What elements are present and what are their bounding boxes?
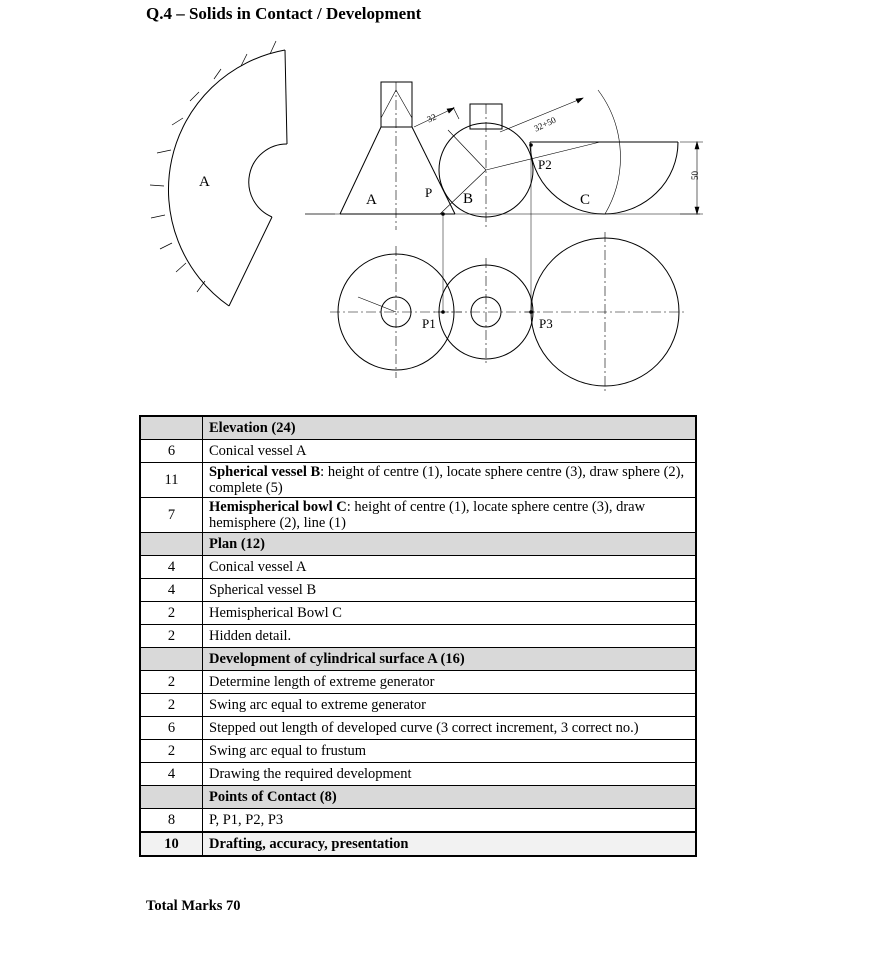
mark-cell: 11: [140, 463, 203, 498]
mark-cell: 2: [140, 694, 203, 717]
sphere-b-elevation: [439, 104, 600, 230]
technical-drawing: [0, 0, 892, 400]
bowl-c-elevation: [530, 90, 678, 214]
table-row: [140, 556, 696, 579]
label-dim-32: 32: [425, 111, 438, 125]
section-mark-cell: [140, 786, 203, 809]
table-row: [140, 717, 696, 740]
criterion-cell: Hemispherical Bowl C: [203, 602, 697, 625]
section-header-row: [140, 648, 696, 671]
label-bowl-c: C: [580, 192, 591, 208]
criterion-cell: Determine length of extreme generator: [203, 671, 697, 694]
development-sector: [150, 41, 287, 306]
section-mark-cell: [140, 648, 203, 671]
contact-point-p1-marker: [441, 310, 445, 314]
criterion-bold: Hemispherical bowl C: [209, 499, 347, 515]
mark-cell: 8: [140, 809, 203, 833]
total-marks: Total Marks 70: [146, 898, 241, 914]
table-row: [140, 763, 696, 786]
question-title: Q.4 – Solids in Contact / Development: [146, 4, 422, 23]
mark-cell: 7: [140, 498, 203, 533]
final-mark-cell: 10: [140, 832, 203, 856]
table-row: [140, 740, 696, 763]
label-point-p3: P3: [539, 316, 553, 331]
criterion-text: : height of centre (1), locate sphere centre (3), draw sphere (2), complete (5): [209, 464, 685, 496]
criterion-cell: [203, 463, 697, 498]
section-header-row: [140, 786, 696, 809]
table-row: [140, 440, 696, 463]
criterion-cell: [203, 440, 697, 463]
mark-cell: 2: [140, 602, 203, 625]
label-cone-a: A: [366, 192, 377, 208]
criterion-cell: Drawing the required development: [203, 763, 697, 786]
label-dim-50: 50: [690, 171, 700, 180]
criterion-text: : height of centre (1), locate sphere centre (3), draw hemisphere (2), line (1): [209, 499, 646, 531]
mark-cell: 4: [140, 763, 203, 786]
section-mark-cell: [140, 533, 203, 556]
label-dim-32-50: 32+50: [532, 114, 558, 134]
criterion-cell: Swing arc equal to extreme generator: [203, 694, 697, 717]
mark-cell: 4: [140, 579, 203, 602]
mark-cell: 6: [140, 717, 203, 740]
final-criterion-cell: Drafting, accuracy, presentation: [203, 832, 697, 856]
table-row: [140, 809, 696, 833]
table-row: [140, 498, 696, 533]
criterion-cell: Swing arc equal to frustum: [203, 740, 697, 763]
contact-point-p3-marker: [529, 310, 533, 314]
label-development-a: A: [199, 174, 210, 190]
mark-cell: 2: [140, 671, 203, 694]
mark-cell: 2: [140, 740, 203, 763]
criterion-cell: P, P1, P2, P3: [203, 809, 697, 833]
label-point-p: P: [425, 185, 433, 200]
label-point-p1: P1: [422, 316, 436, 331]
table-row: [140, 671, 696, 694]
bowl-c-plan: [525, 232, 685, 392]
section-heading: Points of Contact (8): [203, 786, 697, 809]
label-point-p2: P2: [538, 157, 552, 172]
dim-32-line: [414, 107, 459, 127]
label-sphere-b: B: [463, 191, 474, 207]
criterion-cell: Spherical vessel B: [203, 579, 697, 602]
table-row: [140, 602, 696, 625]
section-header-row: [140, 416, 696, 440]
contact-point-p2-marker: [529, 143, 533, 147]
table-row: [140, 579, 696, 602]
section-heading: Plan (12): [203, 533, 697, 556]
criterion-cell: Stepped out length of developed curve (3 correct increment, 3 correct no.): [203, 717, 697, 740]
mark-cell: 4: [140, 556, 203, 579]
contact-point-p-marker: [441, 212, 445, 216]
table-row: [140, 463, 696, 498]
sphere-b-plan: [434, 258, 538, 366]
criterion-cell: Conical vessel A: [203, 556, 697, 579]
section-heading: Elevation (24): [203, 416, 697, 440]
cone-a-elevation: [340, 82, 455, 230]
criterion-text: Conical vessel A: [209, 443, 307, 459]
criterion-cell: Hidden detail.: [203, 625, 697, 648]
table-row: [140, 694, 696, 717]
criterion-bold: Spherical vessel B: [209, 464, 321, 480]
criterion-cell: [203, 498, 697, 533]
final-row: [140, 832, 696, 856]
mark-cell: 2: [140, 625, 203, 648]
section-mark-cell: [140, 416, 203, 440]
table-row: [140, 625, 696, 648]
mark-cell: 6: [140, 440, 203, 463]
marking-scheme-table: [139, 415, 697, 857]
section-heading: Development of cylindrical surface A (16): [203, 648, 697, 671]
section-header-row: [140, 533, 696, 556]
